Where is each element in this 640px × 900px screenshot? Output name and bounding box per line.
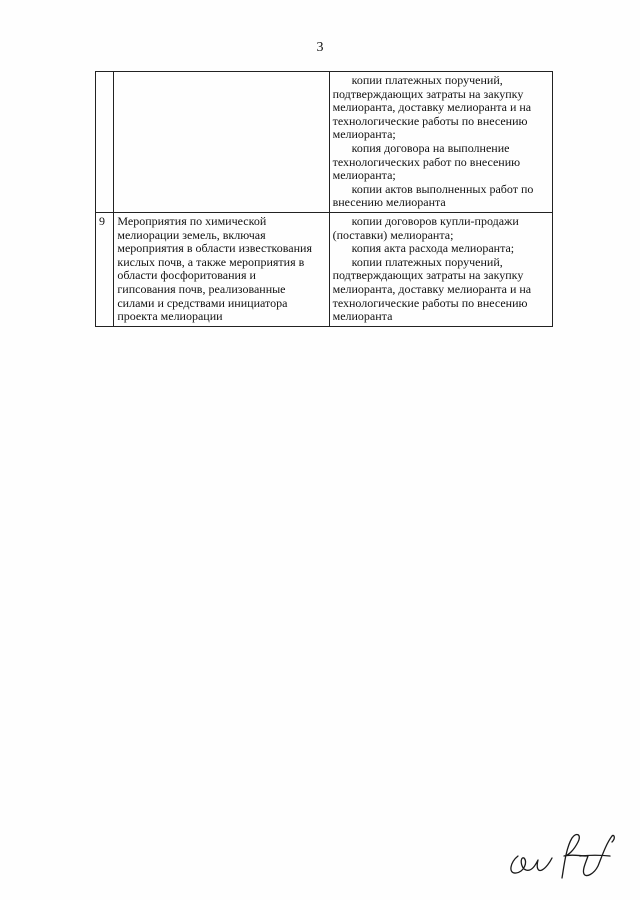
documents-cell <box>329 72 552 213</box>
documents-line: копии платежных поручений, <box>351 254 503 269</box>
activity-name-line: области фосфоритования и <box>117 268 256 283</box>
table-row <box>96 72 553 213</box>
signature-stroke-tail <box>580 855 610 856</box>
table-row <box>96 212 553 326</box>
documents-line: подтверждающих затраты на закупку <box>332 268 524 283</box>
documents-line: технологические работы по внесению <box>332 113 528 128</box>
row-number-cell <box>96 212 114 326</box>
documents-line: мелиоранта, доставку мелиоранта и на <box>332 100 532 115</box>
activity-name-line: проекта мелиорации <box>117 309 223 324</box>
activity-name-line: мелиорации земель, включая <box>117 227 266 242</box>
documents-line: копия договора на выполнение <box>351 140 510 155</box>
documents-line: технологических работ по внесению <box>332 154 521 169</box>
handwritten-signature-icon <box>506 826 618 884</box>
activity-name-cell <box>114 72 329 213</box>
activity-name-line: кислых почв, а также мероприятия в <box>117 254 305 269</box>
documents-line: подтверждающих затраты на закупку <box>332 86 524 101</box>
row-number-cell <box>96 72 114 213</box>
documents-line: мелиоранта, доставку мелиоранта и на <box>332 281 532 296</box>
documents-line: (поставки) мелиоранта; <box>332 227 454 242</box>
activity-name-line: мероприятия в области известкования <box>117 241 312 256</box>
documents-line: мелиоранта; <box>332 127 396 142</box>
row-number: 9 <box>99 213 105 228</box>
documents-line: технологические работы по внесению <box>332 295 528 310</box>
documents-line: копии договоров купли-продажи <box>351 213 519 228</box>
signature-stroke-initials <box>511 856 552 873</box>
documents-line: мелиоранта; <box>332 168 396 183</box>
documents-table <box>95 71 553 327</box>
documents-cell <box>329 212 552 326</box>
activity-name-cell <box>114 212 329 326</box>
documents-line: копии актов выполненных работ по <box>351 181 534 196</box>
documents-line: копии платежных поручений, <box>351 73 503 87</box>
page-number: 3 <box>316 40 324 55</box>
documents-line: внесению мелиоранта <box>332 195 446 210</box>
documents-line: мелиоранта <box>332 309 393 324</box>
documents-line: копия акта расхода мелиоранта; <box>351 241 515 256</box>
activity-name-line: Мероприятия по химической <box>117 213 267 228</box>
activity-name-line: гипсования почв, реализованные <box>117 281 286 296</box>
activity-name-line: силами и средствами инициатора <box>117 295 288 310</box>
